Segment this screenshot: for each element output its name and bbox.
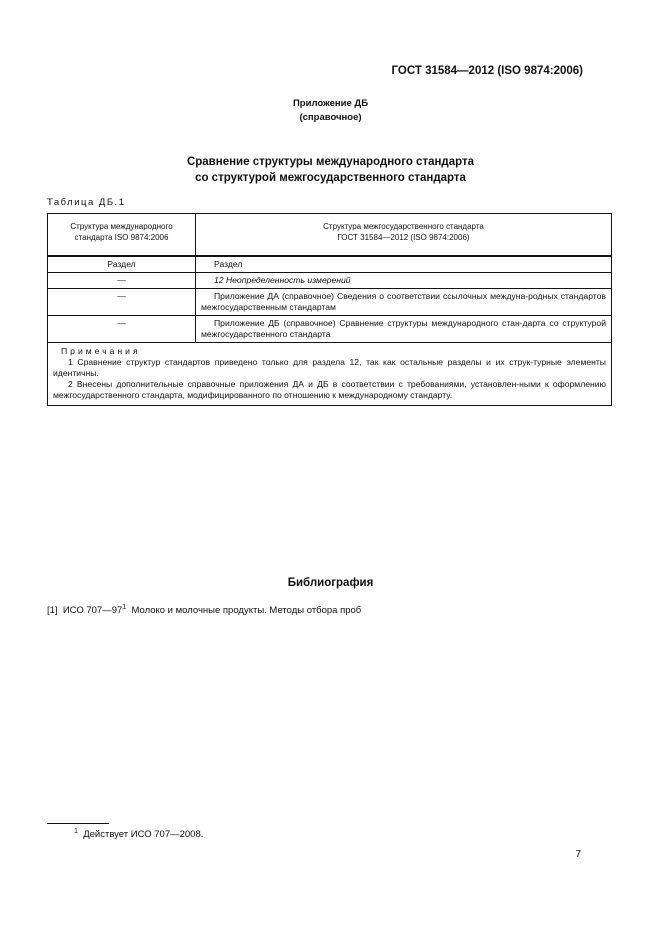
column-header-international-line2: стандарта ISO 9874:2006 bbox=[74, 233, 169, 242]
note-item: 1 Сравнение структур стандартов приведено только для раздела 12, так как остальные разделы и их струк-турные элементы идентичны. bbox=[53, 357, 606, 378]
table-notes-row bbox=[48, 343, 612, 406]
table-cell-right: Приложение ДА (справочное) Сведения о соответствии ссылочных междуна-родных стандартов межгосударственным стандартам bbox=[196, 289, 612, 316]
annex-title-line1: Приложение ДБ bbox=[292, 98, 369, 109]
annex-title bbox=[0, 97, 661, 125]
section-heading-line1: Сравнение структуры международного стандарта bbox=[186, 156, 475, 168]
footnote-mark: 1 bbox=[122, 604, 127, 611]
column-header-interstate-line1: Структура межгосударственного стандарта bbox=[323, 222, 484, 231]
table-row bbox=[48, 256, 612, 273]
annex-title-line2: (справочное) bbox=[299, 112, 362, 123]
bibliography-entry-number: [1] bbox=[47, 605, 58, 617]
table-header-row bbox=[48, 214, 612, 257]
bibliography-entry-reference: ИСО 707—97 bbox=[62, 605, 123, 617]
footnote-text: Действует ИСО 707—2008. bbox=[83, 829, 204, 841]
bibliography-entry bbox=[47, 604, 361, 616]
table-label: Таблица ДБ.1 bbox=[47, 197, 126, 208]
table-row bbox=[48, 289, 612, 316]
structure-comparison-table bbox=[47, 213, 612, 406]
table-row bbox=[48, 316, 612, 343]
table-cell-left: — bbox=[48, 289, 196, 316]
column-header-international-line1: Структура международного bbox=[70, 222, 173, 231]
column-header-interstate-line2: ГОСТ 31584—2012 (ISO 9874:2006) bbox=[337, 233, 470, 242]
footnote-mark: 1 bbox=[74, 828, 78, 835]
bibliography-title: Библиография bbox=[287, 577, 374, 589]
table-cell-right: Приложение ДБ (справочное) Сравнение структуры международного стан-дарта со структурой межгосударственного стандарта bbox=[196, 316, 612, 343]
notes-title: Примечания bbox=[61, 346, 141, 356]
column-header-international bbox=[48, 214, 196, 257]
section-heading bbox=[0, 154, 661, 186]
table-cell-left: — bbox=[48, 316, 196, 343]
table-cell-right: Раздел bbox=[196, 256, 612, 273]
note-item: 2 Внесены дополнительные справочные приложения ДА и ДБ в соответствии с требованиями, установлен-ными к оформлению межгосударственного стандарта, модифицированного по отношению к международному стандарту. bbox=[53, 379, 606, 400]
standard-code-header: ГОСТ 31584—2012 (ISO 9874:2006) bbox=[391, 65, 583, 77]
footnote-divider bbox=[47, 823, 109, 824]
table-cell-left: Раздел bbox=[48, 256, 196, 273]
table-cell-left: — bbox=[48, 273, 196, 289]
table-row bbox=[48, 273, 612, 289]
bibliography-entry-text: Молоко и молочные продукты. Методы отбора проб bbox=[131, 605, 362, 617]
section-heading-line2: со структурой межгосударственного стандарта bbox=[195, 172, 466, 184]
column-header-interstate bbox=[196, 214, 612, 257]
table-notes bbox=[48, 343, 612, 406]
page-number: 7 bbox=[575, 849, 581, 860]
footnote bbox=[74, 828, 203, 840]
table-cell-right: 12 Неопределенность измерений bbox=[196, 273, 612, 289]
